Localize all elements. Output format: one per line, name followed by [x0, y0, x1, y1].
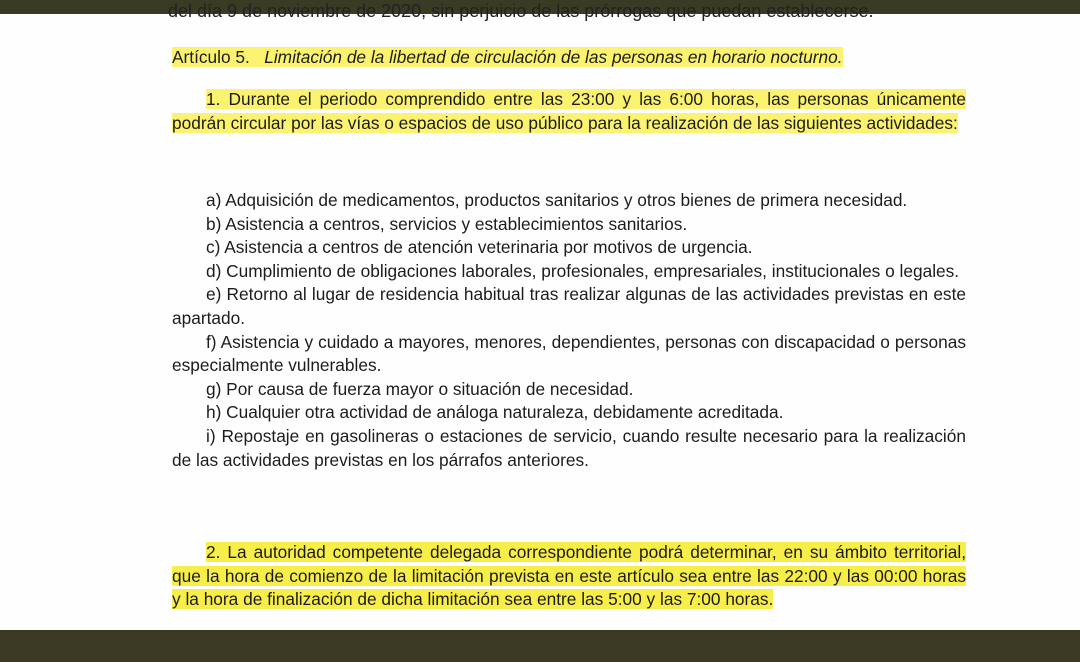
list-item-h: h) Cualquier otra actividad de análoga naturaleza, debidamente acreditada. — [206, 402, 784, 423]
list-item-d: d) Cumplimiento de obligaciones laborales, profesionales, empresariales, institucionales o legales. — [206, 260, 960, 281]
paragraph-2-text: 2. La autoridad competente delegada correspondiente podrá determinar, en su ámbito territorial, que la hora de comienzo de la limitación prevista en este artículo sea entre las 22:00 y las 00:00 horas y la hora de finalización de dicha limitación sea entre las 5:00 y las 7:00 horas. — [172, 542, 966, 610]
list-item-i: i) Repostaje en gasolineras o estaciones de servicio, cuando resulte necesario para la realización de las actividades previstas en los párrafos anteriores. — [172, 425, 966, 470]
cut-off-previous-line: del día 9 de noviembre de 2020, sin perjuicio de las prórrogas que puedan establecerse. — [168, 1, 874, 21]
bottom-frame-bar — [0, 630, 1080, 662]
paragraph-1 — [172, 88, 966, 135]
article-number: Artículo 5. — [172, 47, 250, 67]
paragraph-2 — [172, 541, 966, 612]
activity-list — [172, 189, 966, 472]
paragraph-1-text: 1. Durante el periodo comprendido entre las 23:00 y las 6:00 horas, las personas únicamente podrán circular por las vías o espacios de uso público para la realización de las siguientes actividades: — [172, 89, 966, 133]
document-page[interactable] — [0, 1, 1080, 630]
list-item-g: g) Por causa de fuerza mayor o situación de necesidad. — [206, 378, 634, 399]
list-item-f: f) Asistencia y cuidado a mayores, menores, dependientes, personas con discapacidad o personas especialmente vulnerables. — [172, 331, 966, 376]
list-item-b: b) Asistencia a centros, servicios y establecimientos sanitarios. — [206, 213, 688, 234]
article-heading — [172, 46, 966, 70]
list-item-a: a) Adquisición de medicamentos, productos sanitarios y otros bienes de primera necesidad. — [206, 190, 908, 210]
list-item-c: c) Asistencia a centros de atención veterinaria por motivos de urgencia. — [206, 237, 753, 258]
list-item-e: e) Retorno al lugar de residencia habitual tras realizar algunas de las actividades previstas en este apartado. — [172, 284, 966, 328]
article-title: Limitación de la libertad de circulación de las personas en horario nocturno. — [264, 47, 843, 67]
